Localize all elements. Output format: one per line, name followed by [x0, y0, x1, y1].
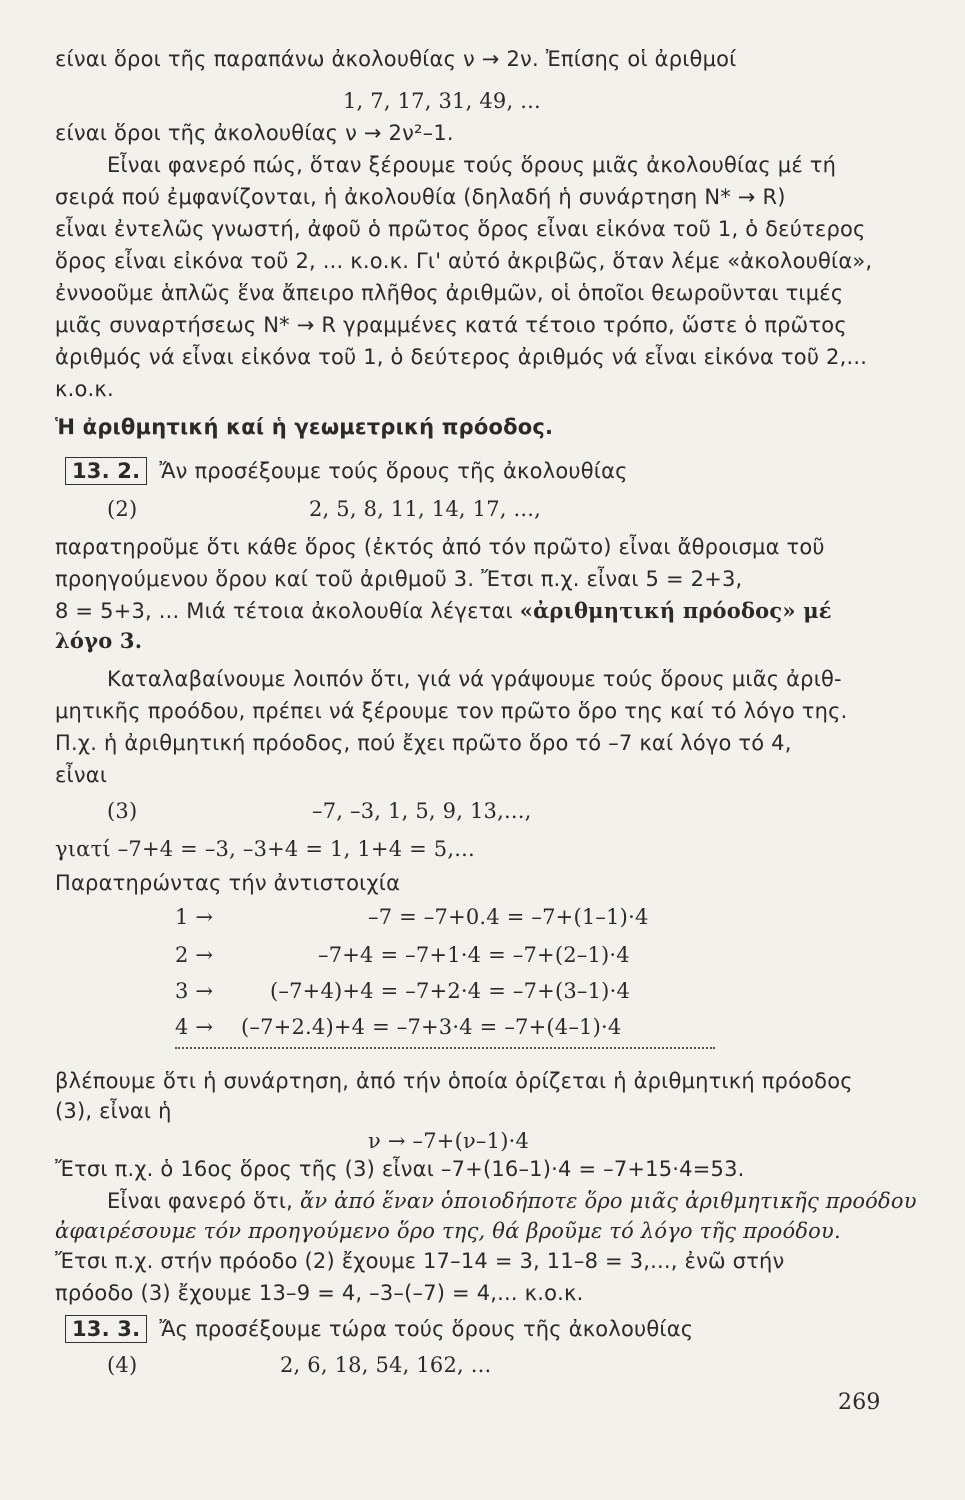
row-expression: –7 = –7+0.4 = –7+(1–1)·4 — [368, 905, 649, 929]
row-expression: (–7+4)+4 = –7+2·4 = –7+(3–1)·4 — [270, 979, 631, 1003]
section-number-box: 13. 2. — [65, 457, 147, 485]
row-index: 4 → — [175, 1015, 214, 1039]
italic-statement: ἀφαιρέσουμε τόν προηγούμενο ὅρο της, θά βροῦμε τό λόγο τῆς προόδου. — [55, 1219, 841, 1243]
definition-term: λόγο 3. — [55, 628, 143, 653]
page-number: 269 — [838, 1390, 881, 1415]
equation-label: (4) — [107, 1353, 138, 1377]
definition-term: «ἀριθμητική πρόοδος» μέ — [519, 598, 832, 623]
text-line: γιατί –7+4 = –3, –3+4 = 1, 1+4 = 5,... — [55, 837, 475, 861]
section-intro-text: Ἄν προσέξουμε τούς ὅρους τῆς ἀκολουθίας — [159, 459, 628, 483]
row-index: 3 → — [175, 979, 214, 1003]
text-line: Ἔτσι π.χ. στήν πρόοδο (2) ἔχουμε 17–14 = 3, 11–8 = 3,..., ἐνῶ στήν — [55, 1249, 785, 1273]
text-line: κ.ο.κ. — [55, 377, 114, 401]
text-line: εἶναι — [55, 763, 108, 787]
text-line: μητικῆς προόδου, πρέπει νά ξέρουμε τον πρῶτο ὅρο της καί τό λόγο της. — [55, 699, 848, 723]
text-line: Εἶναι φανερό πώς, ὅταν ξέρουμε τούς ὅρους μιᾶς ἀκολουθίας μέ τή — [107, 153, 837, 177]
text-line: πρόοδο (3) ἔχουμε 13–9 = 4, –3–(–7) = 4,... κ.ο.κ. — [55, 1281, 584, 1305]
text-line — [55, 596, 832, 626]
text-line: Καταλαβαίνουμε λοιπόν ὅτι, γιά νά γράψουμε τούς ὅρους μιᾶς ἀριθ- — [107, 667, 842, 691]
text-line: (3), εἶναι ἡ — [55, 1099, 172, 1123]
text-line: μιᾶς συναρτήσεως Ν* → R γραμμένες κατά τέτοιο τρόπο, ὥστε ὁ πρῶτος — [55, 313, 847, 337]
text-line: σειρά πού ἐμφανίζονται, ἡ ἀκολουθία (δηλαδή ἡ συνάρτηση Ν* → R) — [55, 185, 786, 209]
row-index: 2 → — [175, 943, 214, 967]
equation-sequence: –7, –3, 1, 5, 9, 13,..., — [312, 799, 532, 823]
text-line: Παρατηρώντας τήν ἀντιστοιχία — [55, 871, 401, 895]
equation-sequence: 2, 5, 8, 11, 14, 17, ..., — [309, 497, 542, 521]
text-line: Π.χ. ἡ ἀριθμητική πρόοδος, πού ἔχει πρῶτο ὅρο τό –7 καί λόγο τό 4, — [55, 731, 792, 755]
text-line: είναι ὅροι τῆς ἀκολουθίας ν → 2ν²–1. — [55, 121, 454, 145]
equation-sequence: 2, 6, 18, 54, 162, ... — [280, 1353, 492, 1377]
text-line: είναι ὅροι τῆς παραπάνω ἀκολουθίας ν → 2ν. Ἐπίσης οἱ ἀριθμοί — [55, 47, 737, 71]
italic-statement: ἄν ἀπό ἕναν ὁποιοδήποτε ὅρο μιᾶς ἀριθμητικῆς προόδου — [299, 1189, 917, 1213]
text-line: ὅρος εἶναι εἰκόνα τοῦ 2, ... κ.ο.κ. Γι' αὐτό ἀκριβῶς, ὅταν λέμε «ἀκολουθία», — [55, 249, 873, 273]
equation-label: (2) — [107, 497, 138, 521]
sequence-example: 1, 7, 17, 31, 49, ... — [343, 89, 541, 113]
text-line: ἐννοοῦμε ἁπλῶς ἕνα ἄπειρο πλῆθος ἀριθμῶν, οἱ ὁποῖοι θεωροῦνται τιμές — [55, 281, 844, 305]
dotted-separator — [175, 1047, 715, 1049]
equation-label: (3) — [107, 799, 138, 823]
row-expression: (–7+2.4)+4 = –7+3·4 = –7+(4–1)·4 — [241, 1015, 622, 1039]
row-expression: –7+4 = –7+1·4 = –7+(2–1)·4 — [318, 943, 630, 967]
section-heading: Ἡ ἀριθμητική καί ἡ γεωμετρική πρόοδος. — [55, 415, 554, 439]
text-line — [107, 1186, 917, 1216]
text-line: Ἔτσι π.χ. ὁ 16ος ὅρος τῆς (3) εἶναι –7+(16–1)·4 = –7+15·4=53. — [55, 1157, 745, 1181]
section-13-2-intro — [65, 456, 628, 486]
text-part: Εἶναι φανερό ὅτι, — [107, 1189, 294, 1213]
section-13-3-intro — [65, 1314, 693, 1344]
text-line: παρατηροῦμε ὅτι κάθε ὅρος (ἐκτός ἀπό τόν πρῶτο) εἶναι ἄθροισμα τοῦ — [55, 535, 825, 559]
text-part: 8 = 5+3, ... Μιά τέτοια ἀκολουθία λέγεται — [55, 599, 513, 623]
section-number-box: 13. 3. — [65, 1315, 147, 1343]
function-formula: ν → –7+(ν–1)·4 — [368, 1129, 530, 1153]
text-line: εἶναι ἐντελῶς γνωστή, ἀφοῦ ὁ πρῶτος ὅρος εἶναι εἰκόνα τοῦ 1, ὁ δεύτερος — [55, 217, 866, 241]
text-line: βλέπουμε ὅτι ἡ συνάρτηση, ἀπό τήν ὁποία ὁρίζεται ἡ ἀριθμητική πρόοδος — [55, 1069, 853, 1093]
row-index: 1 → — [175, 905, 214, 929]
text-line: ἀριθμός νά εἶναι εἰκόνα τοῦ 1, ὁ δεύτερος ἀριθμός νά εἶναι εἰκόνα τοῦ 2,... — [55, 345, 868, 369]
text-line: προηγούμενου ὅρου καί τοῦ ἀριθμοῦ 3. Ἔτσι π.χ. εἶναι 5 = 2+3, — [55, 567, 743, 591]
section-intro-text: Ἄς προσέξουμε τώρα τούς ὅρους τῆς ἀκολουθίας — [159, 1317, 694, 1341]
